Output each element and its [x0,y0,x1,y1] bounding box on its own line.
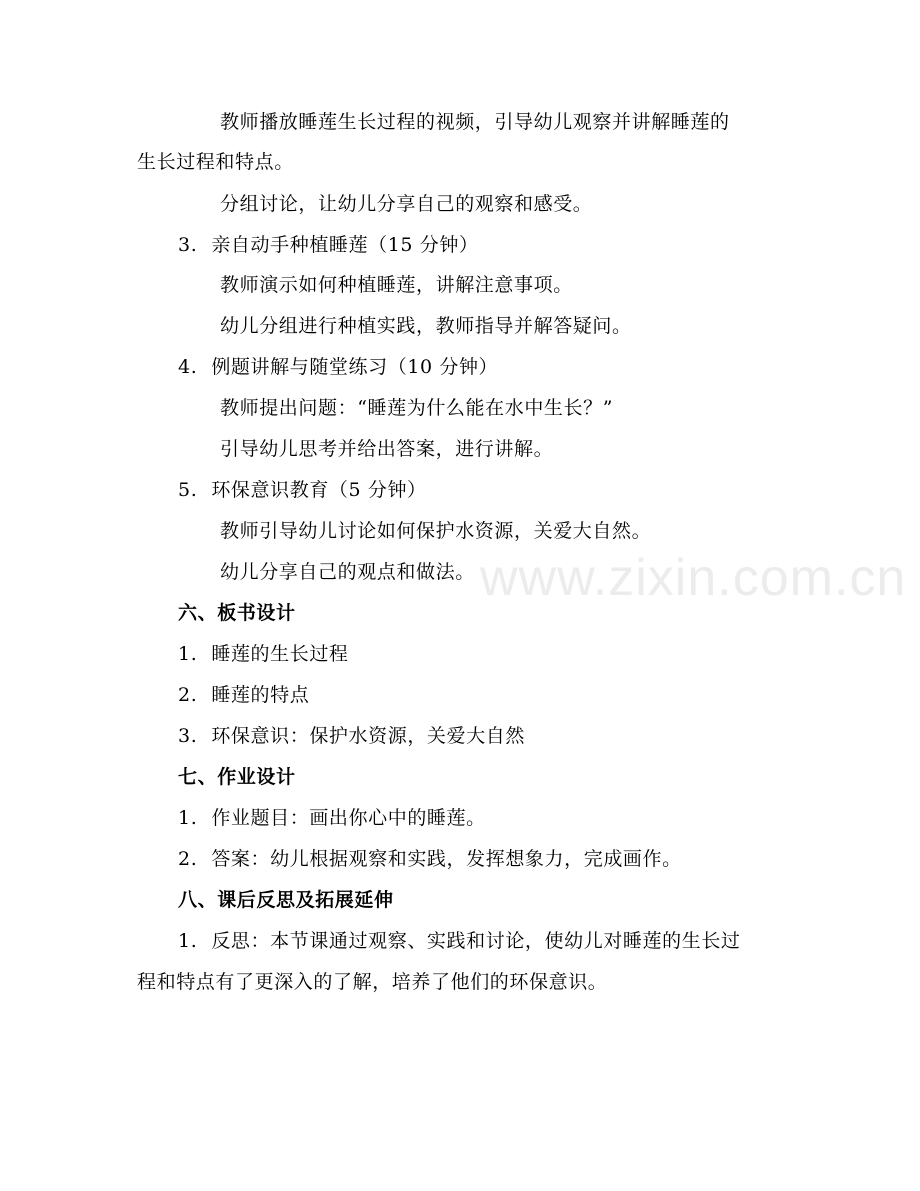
paragraph-line: 教师引导幼儿讨论如何保护水资源，关爱大自然。 [220,520,652,542]
item-text: 答案：幼儿根据观察和实践，发挥想象力，完成画作。 [211,848,682,870]
item-number: 3. [178,725,198,747]
step-number: 3. [178,234,198,256]
paragraph-line: 幼儿分享自己的观点和做法。 [220,561,475,583]
paragraph-line: 分组讨论，让幼儿分享自己的观察和感受。 [220,193,593,215]
paragraph-line: 生长过程和特点。 [137,151,294,173]
list-item [178,929,741,953]
step-title: 亲自动手种植睡莲（15 分钟） [211,234,479,256]
paragraph-line: 程和特点有了更深入的了解，培养了他们的环保意识。 [137,971,608,993]
step-title: 例题讲解与随堂练习（10 分钟） [211,356,499,378]
item-text: 睡莲的生长过程 [211,643,349,665]
step-heading [178,355,498,379]
step-number: 5. [178,479,198,501]
watermark: www.zixin.com.cn [480,549,907,607]
item-text: 睡莲的特点 [211,684,310,706]
paragraph-line: 引导幼儿思考并给出答案，进行讲解。 [220,438,554,460]
item-number: 2. [178,684,198,706]
list-item [178,683,309,707]
item-text: 作业题目：画出你心中的睡莲。 [211,807,486,829]
paragraph-line: 教师演示如何种植睡莲，讲解注意事项。 [220,274,573,296]
item-number: 1. [178,643,198,665]
section-heading: 六、板书设计 [178,602,296,624]
section-heading: 八、课后反思及拓展延伸 [178,889,394,911]
item-number: 2. [178,848,198,870]
item-text: 环保意识：保护水资源，关爱大自然 [211,725,525,747]
item-number: 1. [178,930,198,952]
list-item [178,806,486,830]
list-item [178,642,349,666]
step-heading [178,233,479,257]
section-heading: 七、作业设计 [178,766,296,788]
step-title: 环保意识教育（5 分钟） [211,479,427,501]
paragraph-line: 教师播放睡莲生长过程的视频，引导幼儿观察并讲解睡莲的 [220,111,730,133]
step-number: 4. [178,356,198,378]
list-item [178,724,525,748]
list-item [178,847,682,871]
item-number: 1. [178,807,198,829]
step-heading [178,478,427,502]
item-text: 反思：本节课通过观察、实践和讨论，使幼儿对睡莲的生长过 [211,930,741,952]
paragraph-line: 教师提出问题：“睡莲为什么能在水中生长？” [220,397,614,419]
paragraph-line: 幼儿分组进行种植实践，教师指导并解答疑问。 [220,315,632,337]
